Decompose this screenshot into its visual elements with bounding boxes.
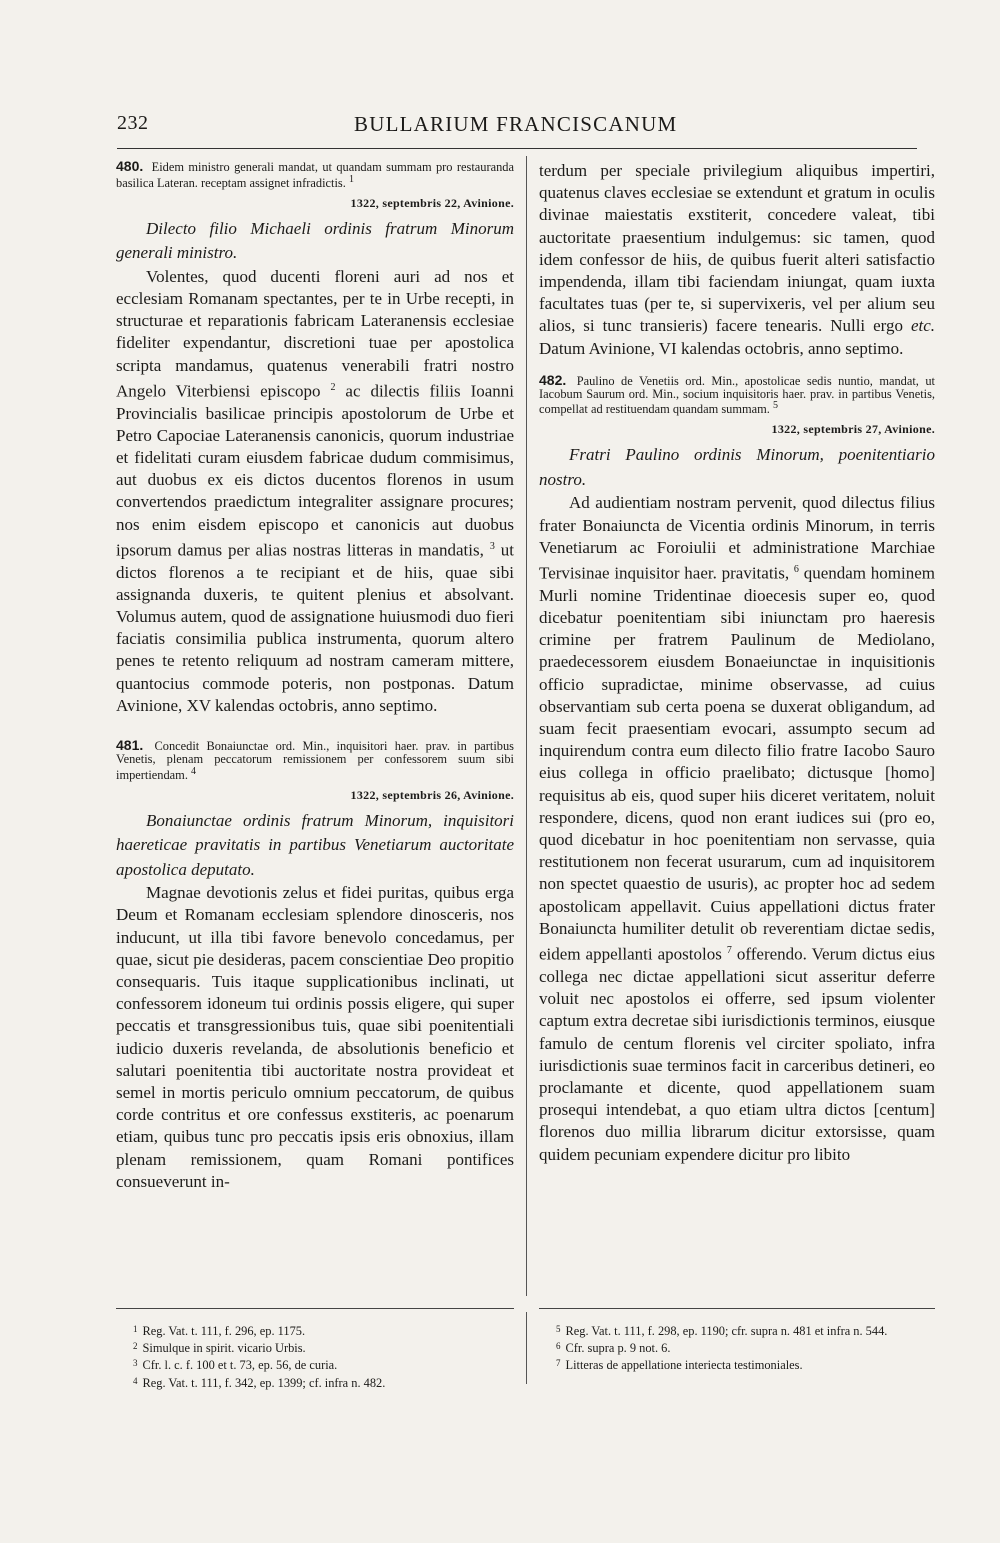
footnote-number: 5 [556,1324,561,1334]
footnote [133,1374,513,1391]
footnote [556,1339,934,1356]
regest-482 [539,371,935,417]
footnote [556,1322,934,1339]
regest-text-481: Concedit Bonaiunctae ord. Min., inquisitori haer. prav. in partibus Venetis, plenam peccatorum remissionem per confessorem suum sibi impertiendam. [116,739,514,782]
body-481-cont-b: Datum Avinione, VI kalendas octobris, anno septimo. [539,338,904,358]
running-title: BULLARIUM FRANCISCANUM [354,112,678,136]
note-ref-6: 6 [793,563,799,575]
footnote-number: 3 [133,1358,138,1369]
footnote-number: 2 [133,1341,138,1352]
body-482-b: quendam hominem Murli nomine Tridentinae dioecesis super eo, quod dicebatur poenitentiam sibi iniunctam pro haeresis crimine per fratrem Paulinum de Mediolano, praedecessorem eiusdem Bonaeiunctae in inquisitionis officio supradictae, minime observasse, ad cuius observantiam sub certa poena se duxerat obligandum, ad suam fecit praesentiam evocari, assumpto secum ad inquirendum contra eum dilecto filio fratre Iacobo Sauro eius collega in officio praelibato; dictusque [homo] requisitus ab eis, quod super hiis diceret veritatem, noluit respondere, dicens, quod non erant iudices sui (pro eo, quod dicebatur in hoc poenitentiam non servasse, quia restitutionem non fecerat usurarum, cum ad inquisitorem non spectet quaestio de usuris), ac propter hoc ad sedem apostolicam appellavit. Cuius appellationi dictus frater Bonaiuncta humiliter detulit ob reverentiam dictae sedis, eidem appellanti apostolos [539,563,936,964]
footnote-number: 6 [556,1341,561,1352]
regest-481 [116,739,514,782]
regest-text-480: Eidem ministro generali mandat, ut quandam summam pro restauranda basilica Lateran. receptam assignet infradictis. [116,160,514,190]
doc-number-480: 480. [116,158,144,174]
date-482: 1322, septembris 27, Avinione. [771,422,935,437]
footnotes-left [133,1322,513,1391]
body-481-cont [539,160,935,360]
footnote-text: Cfr. l. c. f. 100 et t. 73, ep. 56, de curia. [142,1358,338,1373]
page-number: 232 [117,112,149,134]
regest-480 [116,160,514,190]
address-482: Fratri Paulino ordinis Minorum, poenitentiario nostro. [539,445,935,489]
date-480: 1322, septembris 22, Avinione. [350,195,514,210]
footnote-column-divider [526,1312,527,1384]
note-ref-3: 3 [489,540,495,552]
body-482 [539,492,935,1165]
footnotes-right [556,1322,934,1374]
footnote-text: Simulque in spirit. vicario Urbis. [142,1341,306,1356]
footnote-text: Reg. Vat. t. 111, f. 342, ep. 1399; cf. infra n. 482. [142,1375,386,1390]
page-header [117,112,917,148]
body-480-b: ac dilectis filiis Ioanni Provincialis basilicae principis apostolorum de Urbe et Petro Capociae Lateranensis canonicis, quorum industriae et fidelitati curam eiusdem fabricae dudum commisimus, aut duobus ex eis dictos ducentos florenos in usum convertendos praedictum integraliter assignare procures; nos enim eisdem episcopo et canonicis aut duobus ipsorum damus per alias nostras litteras in mandatis, [116,381,515,560]
footnote [133,1322,513,1339]
address-480: Dilecto filio Michaeli ordinis fratrum Minorum generali ministro. [116,218,514,263]
date-481: 1322, septembris 26, Avinione. [350,787,514,802]
body-482-a: Ad audientiam nostram pervenit, quod dilectus filius frater Bonaiuncta de Vicentia ordinis Minorum, in terris Venetiarum ac Foroiulii et administratione Marchiae Tervisinae inquisitor haer. pravitatis, [539,493,935,583]
right-column [539,160,935,1166]
footnote-number: 1 [133,1324,138,1334]
body-482-c: offerendo. Verum dictus eius collega nec dictae appellationi sicut asseritur deferre voluit nec apostolos ei offerre, sed ipsum violenter captum extra decretae sibi iurisdictionis terminos, eiusque famulo de centum florenis vel circiter spoliato, infra iurisdictionis suae terminos facit in carceribus detineri, eo proclamante et dicente, quod appellationem suam prosequi intendebat, a quo etiam ultra dictos [centum] florenos duo millia librarum dicitur extorsisse, quam quidem pecuniam expendere dicitur pro libito [539,944,936,1164]
header-rule [117,148,917,149]
address-481: Bonaiunctae ordinis fratrum Minorum, inquisitori haereticae pravitatis in partibus Venetiarum auctoritate apostolica deputato. [116,810,514,879]
footnote [556,1356,934,1373]
footnote-text: Reg. Vat. t. 111, f. 296, ep. 1175. [142,1324,306,1338]
footnote-rule-right [539,1308,935,1309]
note-ref-1: 1 [348,173,354,185]
left-column [116,160,514,1193]
footnote-number: 4 [133,1375,138,1386]
note-ref-2: 2 [330,381,336,393]
footnote [133,1339,513,1356]
body-481: Magnae devotionis zelus et fidei puritas, quibus erga Deum et Romanam ecclesiam splendore dinosceris, nos inducunt, ut illa tibi favore benevolo concedamus, per quae, sicut pie desideras, pacem conscientiae Deo propitio consequaris. Tuis itaque supplicationibus inclinati, ut confessorem idoneum tui ordinis possis eligere, qui super peccatis et transgressionibus tuis, quae sibi poenitentiali iudicio duxeris revelanda, de absolutionis beneficio et salutari poenitentia tibi auctoritate nostra provideat et semel in mortis periculo omnium peccatorum, de quibus corde contritus et ore confessus exstiteris, ac poenarum etiam, quibus tunc pro peccatis ipsis eris obnoxius, illam plenam remissionem, quam Romani pontifices consueverunt in- [116,883,514,1191]
footnote-text: Cfr. supra p. 9 not. 6. [565,1341,671,1356]
footnote [133,1356,513,1373]
etc-abbrev: etc. [910,316,936,336]
doc-number-481: 481. [116,737,144,754]
footnote-rule-left [116,1308,514,1309]
body-480-c: ut dictos florenos a te recipiant et de hiis, quae sibi assignanda duxeris, te quitent plenius et absolvant. Volumus autem, quod de assignatione huiusmodi duo fieri faciatis consimilia publica instrumenta, quorum altero penes te retento reliquum ad nostram cameram mittere, quantocius commode poteris, non postponas. Datum Avinione, XV kalendas octobris, anno septimo. [116,540,515,715]
footnote-text: Litteras de appellatione interiecta testimoniales. [565,1358,803,1373]
note-ref-5: 5 [773,400,778,412]
regest-text-482: Paulino de Venetiis ord. Min., apostolicae sedis nuntio, mandat, ut Iacobum Saurum ord. Min., socium inquisitoris haer. prav. in partibus Venetis, compellat ad restituendam quandam summam. [539,373,935,417]
body-480-a: Volentes, quod ducenti floreni auri ad nos et ecclesiam Romanam spectantes, per te in Urbe recepti, in structurae et reparationis fabricam Lateranensis ecclesiae fideliter expendantur, discretioni tuae per apostolica scripta mandamus, quatenus venerabili fratri nostro Angelo Viterbiensi episcopo [116,266,514,401]
doc-number-482: 482. [539,371,567,388]
column-divider [526,156,527,1296]
body-480 [116,266,514,717]
footnote-text: Reg. Vat. t. 111, f. 298, ep. 1190; cfr. supra n. 481 et infra n. 544. [565,1324,888,1338]
note-ref-4: 4 [191,765,197,777]
footnote-number: 7 [556,1358,561,1369]
note-ref-7: 7 [726,945,732,957]
body-481-cont-a: terdum per speciale privilegium aliquibus impertiri, quatenus claves ecclesiae se extendunt et gratum in oculis divinae maiestatis exstiterit, concedere valeat, tibi auctoritate praesentium indulgemus: sic tamen, quod idem confessor de hiis, de quibus fuerit alteri satisfactio impendenda, illam tibi faciendam iniungat, quam iuxta facultates tuas (per te, si supervixeris, vel per alium seu alios, si tunc transieris) facere tenearis. Nulli ergo [539,161,935,336]
